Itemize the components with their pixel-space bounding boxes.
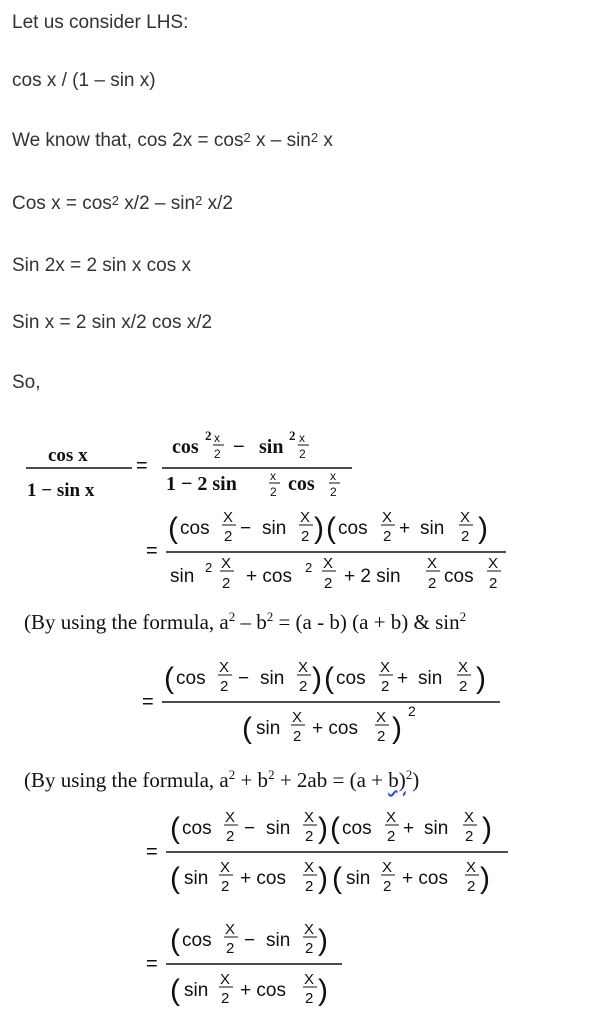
svg-text:−: − [244, 930, 256, 951]
svg-text:1 − 2 sin: 1 − 2 sin [166, 473, 237, 495]
svg-text:sin: sin [260, 668, 285, 689]
equation-step-5 [0, 912, 603, 1020]
svg-text:(: ( [332, 862, 342, 895]
svg-text:x: x [330, 469, 336, 483]
svg-text:X: X [298, 659, 309, 676]
svg-text:+ 2 sin: + 2 sin [344, 566, 401, 587]
svg-text:X: X [460, 509, 471, 526]
svg-text:cos x: cos x [48, 445, 88, 466]
svg-text:X: X [220, 859, 231, 876]
svg-text:2: 2 [301, 528, 310, 545]
svg-text:X: X [464, 809, 475, 826]
svg-text:2: 2 [224, 528, 233, 545]
svg-text:x: x [299, 431, 305, 445]
svg-text:cos: cos [342, 818, 372, 839]
svg-text:X: X [427, 555, 438, 572]
equation-step-1 [0, 420, 603, 500]
svg-text:): ) [480, 862, 490, 895]
svg-text:x: x [270, 469, 276, 483]
svg-text:cos: cos [336, 668, 366, 689]
svg-text:2: 2 [467, 878, 476, 895]
svg-text:cos: cos [176, 668, 206, 689]
svg-text:2: 2 [305, 940, 314, 957]
svg-text:): ) [318, 974, 328, 1007]
svg-text:+ cos: + cos [312, 718, 358, 739]
svg-text:): ) [476, 662, 486, 695]
svg-text:−: − [244, 818, 256, 839]
line-so: So, [12, 372, 41, 393]
svg-text:X: X [221, 555, 232, 572]
svg-text:(: ( [242, 712, 252, 745]
svg-text:=: = [142, 691, 154, 713]
svg-text:): ) [392, 712, 402, 745]
svg-text:=: = [146, 841, 158, 863]
svg-text:X: X [323, 555, 334, 572]
svg-text:+: + [397, 668, 409, 689]
svg-text:2: 2 [214, 447, 221, 461]
svg-text:): ) [314, 512, 324, 545]
svg-text:2: 2 [299, 678, 308, 695]
svg-text:2: 2 [221, 878, 230, 895]
svg-text:2: 2 [305, 560, 313, 575]
svg-text:2: 2 [293, 728, 302, 745]
equation-step-4 [0, 800, 603, 910]
svg-text:X: X [223, 509, 234, 526]
line-lhs-intro: Let us consider LHS: [12, 12, 189, 33]
svg-text:−: − [240, 518, 252, 539]
svg-text:X: X [220, 971, 231, 988]
svg-text:sin: sin [420, 518, 445, 539]
svg-text:cos: cos [172, 436, 199, 458]
svg-text:cos: cos [180, 518, 210, 539]
svg-text:=: = [146, 953, 158, 975]
svg-text:): ) [318, 924, 328, 957]
line-sin-half-angle: Sin x = 2 sin x/2 cos x/2 [12, 312, 213, 333]
svg-text:X: X [380, 659, 391, 676]
svg-text:(: ( [168, 512, 178, 545]
svg-text:X: X [458, 659, 469, 676]
svg-text:2: 2 [305, 828, 314, 845]
svg-text:2: 2 [222, 575, 231, 592]
equation-step-2 [0, 500, 603, 600]
svg-text:1 − sin x: 1 − sin x [27, 480, 95, 501]
svg-text:2: 2 [377, 728, 386, 745]
svg-text:sin: sin [424, 818, 449, 839]
svg-text:2: 2 [461, 528, 470, 545]
svg-text:X: X [225, 921, 236, 938]
svg-text:2: 2 [459, 678, 468, 695]
svg-text:2: 2 [226, 940, 235, 957]
svg-text:2: 2 [324, 575, 333, 592]
svg-text:+ cos: + cos [240, 868, 286, 889]
svg-text:2: 2 [489, 575, 498, 592]
svg-text:2: 2 [305, 878, 314, 895]
svg-text:X: X [376, 709, 387, 726]
svg-text:−: − [233, 436, 245, 458]
svg-text:2: 2 [381, 678, 390, 695]
svg-text:X: X [488, 555, 499, 572]
svg-text:2: 2 [305, 990, 314, 1007]
svg-text:X: X [304, 859, 315, 876]
svg-text:): ) [482, 812, 492, 845]
svg-text:2: 2 [270, 485, 277, 499]
formula-note-square-of-sum: (By using the formula, $a^2 + b^2 + 2ab = (a + b)^2$) [24, 767, 420, 792]
svg-text:X: X [382, 859, 393, 876]
svg-text:X: X [219, 659, 230, 676]
svg-text:sin: sin [262, 518, 287, 539]
svg-text:2: 2 [221, 990, 230, 1007]
svg-text:+: + [403, 818, 415, 839]
svg-text:X: X [225, 809, 236, 826]
svg-text:X: X [382, 509, 393, 526]
svg-text:2: 2 [299, 447, 306, 461]
svg-text:X: X [304, 971, 315, 988]
line-lhs-expression: cos x / (1 – sin x) [12, 70, 156, 91]
svg-text:sin: sin [184, 868, 209, 889]
svg-text:cos: cos [182, 930, 212, 951]
svg-text:): ) [318, 862, 328, 895]
svg-text:2: 2 [205, 560, 213, 575]
svg-text:2: 2 [383, 878, 392, 895]
svg-text:2: 2 [289, 428, 296, 443]
svg-text:=: = [146, 540, 158, 562]
svg-text:2: 2 [226, 828, 235, 845]
formula-note-difference-of-squares: (By using the formula, $a^2 - b^2 = (a - b) (a + b)$ & $\sin^2$ [24, 609, 467, 634]
svg-text:X: X [304, 809, 315, 826]
svg-text:sin: sin [170, 566, 195, 587]
svg-text:2: 2 [428, 575, 437, 592]
svg-text:sin: sin [184, 980, 209, 1001]
svg-text:+: + [399, 518, 411, 539]
svg-text:(: ( [164, 662, 174, 695]
svg-text:X: X [386, 809, 397, 826]
svg-text:sin: sin [266, 818, 291, 839]
svg-text:(: ( [170, 974, 180, 1007]
svg-text:(: ( [326, 512, 336, 545]
svg-text:2: 2 [387, 828, 396, 845]
svg-text:sin: sin [256, 718, 281, 739]
svg-text:): ) [318, 812, 328, 845]
svg-text:X: X [304, 921, 315, 938]
equation-step-3 [0, 650, 603, 760]
svg-text:2: 2 [408, 703, 416, 719]
line-cos-half-angle: Cos $x = \cos^2 x/2 - \sin^2 x/2$ [12, 193, 233, 214]
svg-text:2: 2 [220, 678, 229, 695]
svg-text:(: ( [170, 812, 180, 845]
svg-text:cos: cos [288, 473, 315, 495]
svg-text:2: 2 [330, 485, 337, 499]
svg-text:+ cos: + cos [246, 566, 292, 587]
svg-text:(: ( [330, 812, 340, 845]
line-double-angle-sin: Sin 2x = 2 sin x cos x [12, 255, 191, 276]
svg-text:2: 2 [205, 428, 212, 443]
svg-text:2: 2 [383, 528, 392, 545]
svg-text:X: X [466, 859, 477, 876]
svg-text:X: X [292, 709, 303, 726]
svg-text:cos: cos [338, 518, 368, 539]
line-double-angle-cos: We know that, $\cos 2x = \cos^2 x - \sin^2 x$ [12, 130, 333, 151]
svg-text:): ) [312, 662, 322, 695]
svg-text:cos: cos [182, 818, 212, 839]
svg-text:(: ( [170, 862, 180, 895]
svg-text:−: − [238, 668, 250, 689]
svg-text:sin: sin [346, 868, 371, 889]
svg-text:x: x [214, 431, 220, 445]
svg-text:sin: sin [266, 930, 291, 951]
svg-text:): ) [478, 512, 488, 545]
svg-text:+ cos: + cos [240, 980, 286, 1001]
svg-text:sin: sin [259, 436, 284, 458]
svg-text:(: ( [170, 924, 180, 957]
svg-text:+ cos: + cos [402, 868, 448, 889]
svg-text:=: = [136, 455, 148, 477]
svg-text:2: 2 [465, 828, 474, 845]
svg-text:(: ( [324, 662, 334, 695]
svg-text:X: X [300, 509, 311, 526]
svg-text:sin: sin [418, 668, 443, 689]
svg-text:cos: cos [444, 566, 474, 587]
